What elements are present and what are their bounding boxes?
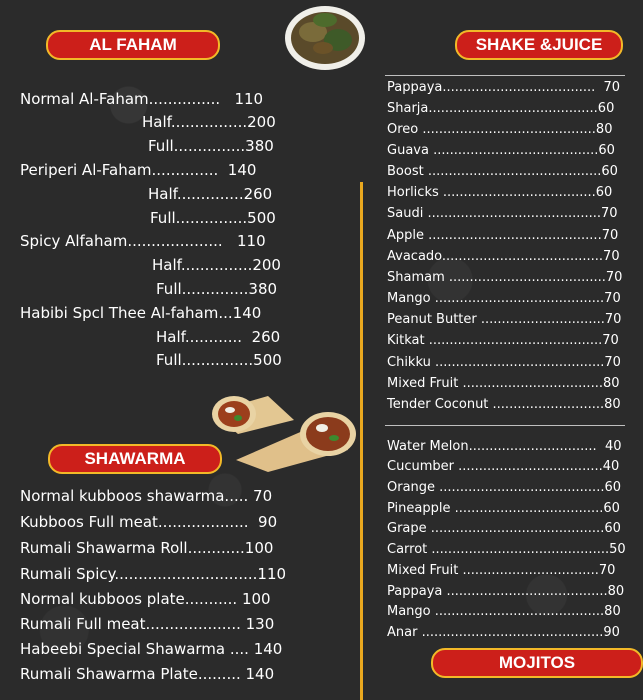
menu-item: Rumali Shawarma Plate......... 140	[20, 665, 275, 683]
menu-item: Full...............380	[148, 137, 274, 155]
menu-item: Anar ............................................90	[387, 625, 620, 640]
section-separator-rule	[385, 425, 625, 426]
menu-item: Rumali Full meat.................... 130	[20, 615, 275, 633]
shawarma-wrap-photo	[208, 390, 360, 474]
menu-item: Carrot ...........................................50	[387, 542, 626, 557]
menu-item: Water Melon............................... 40	[387, 439, 622, 454]
menu-item: Apple ..........................................70	[387, 228, 619, 243]
menu-item: Sharja.........................................60	[387, 101, 615, 116]
menu-item: Periperi Al-Faham.............. 140	[20, 161, 257, 179]
menu-item: Habeebi Special Shawarma .... 140	[20, 640, 283, 658]
menu-item: Shamam ......................................70	[387, 270, 623, 285]
menu-item: Horlicks .....................................60	[387, 185, 613, 200]
menu-item: Mixed Fruit ..................................80	[387, 376, 620, 391]
menu-item: Half............ 260	[156, 328, 281, 346]
menu-item: Full..............380	[156, 280, 278, 298]
menu-item: Spicy Alfaham.................... 110	[20, 232, 266, 250]
menu-item: Tender Coconut ...........................80	[387, 397, 621, 412]
menu-item: Full...............500	[156, 351, 282, 369]
al-faham-heading: AL FAHAM	[46, 30, 220, 60]
menu-item: Peanut Butter ..............................70	[387, 312, 622, 327]
menu-item: Boost ..........................................60	[387, 164, 618, 179]
menu-item: Rumali Shawarma Roll............100	[20, 539, 274, 557]
menu-item: Half...............200	[152, 256, 281, 274]
menu-item: Pappaya .......................................80	[387, 584, 625, 599]
menu-item: Habibi Spcl Thee Al-faham...140	[20, 304, 262, 322]
shake-juice-heading: SHAKE &JUICE	[455, 30, 623, 60]
menu-item: Normal kubboos plate........... 100	[20, 590, 271, 608]
mojitos-heading: MOJITOS	[431, 648, 643, 678]
menu-item: Cucumber ...................................40	[387, 459, 620, 474]
menu-item: Pineapple ....................................60	[387, 501, 620, 516]
column-divider	[360, 182, 363, 700]
menu-item: Chikku .........................................70	[387, 355, 621, 370]
menu-item: Oreo ..........................................80	[387, 122, 613, 137]
menu-item: Mango .........................................80	[387, 604, 621, 619]
menu-item: Mango .........................................70	[387, 291, 621, 306]
menu-item: Normal Al-Faham............... 110	[20, 90, 264, 108]
menu-item: Half................200	[142, 113, 276, 131]
menu-item: Rumali Spicy..............................110	[20, 565, 287, 583]
menu-item: Saudi ..........................................70	[387, 206, 618, 221]
menu-item: Full...............500	[150, 209, 276, 227]
menu-item: Mixed Fruit .................................70	[387, 563, 616, 578]
menu-item: Kitkat ..........................................70	[387, 333, 619, 348]
menu-item: Kubboos Full meat................... 90	[20, 513, 278, 531]
menu-item: Orange ........................................60	[387, 480, 621, 495]
al-faham-photo	[283, 0, 367, 72]
menu-item: Pappaya..................................... 70	[387, 80, 621, 95]
menu-item: Normal kubboos shawarma..... 70	[20, 487, 273, 505]
menu-item: Half..............260	[148, 185, 273, 203]
menu-item: Guava ........................................60	[387, 143, 615, 158]
menu-item: Grape ..........................................60	[387, 521, 621, 536]
shake-top-rule	[385, 75, 625, 76]
menu-item: Avacado.......................................70	[387, 249, 620, 264]
shawarma-heading: SHAWARMA	[48, 444, 222, 474]
